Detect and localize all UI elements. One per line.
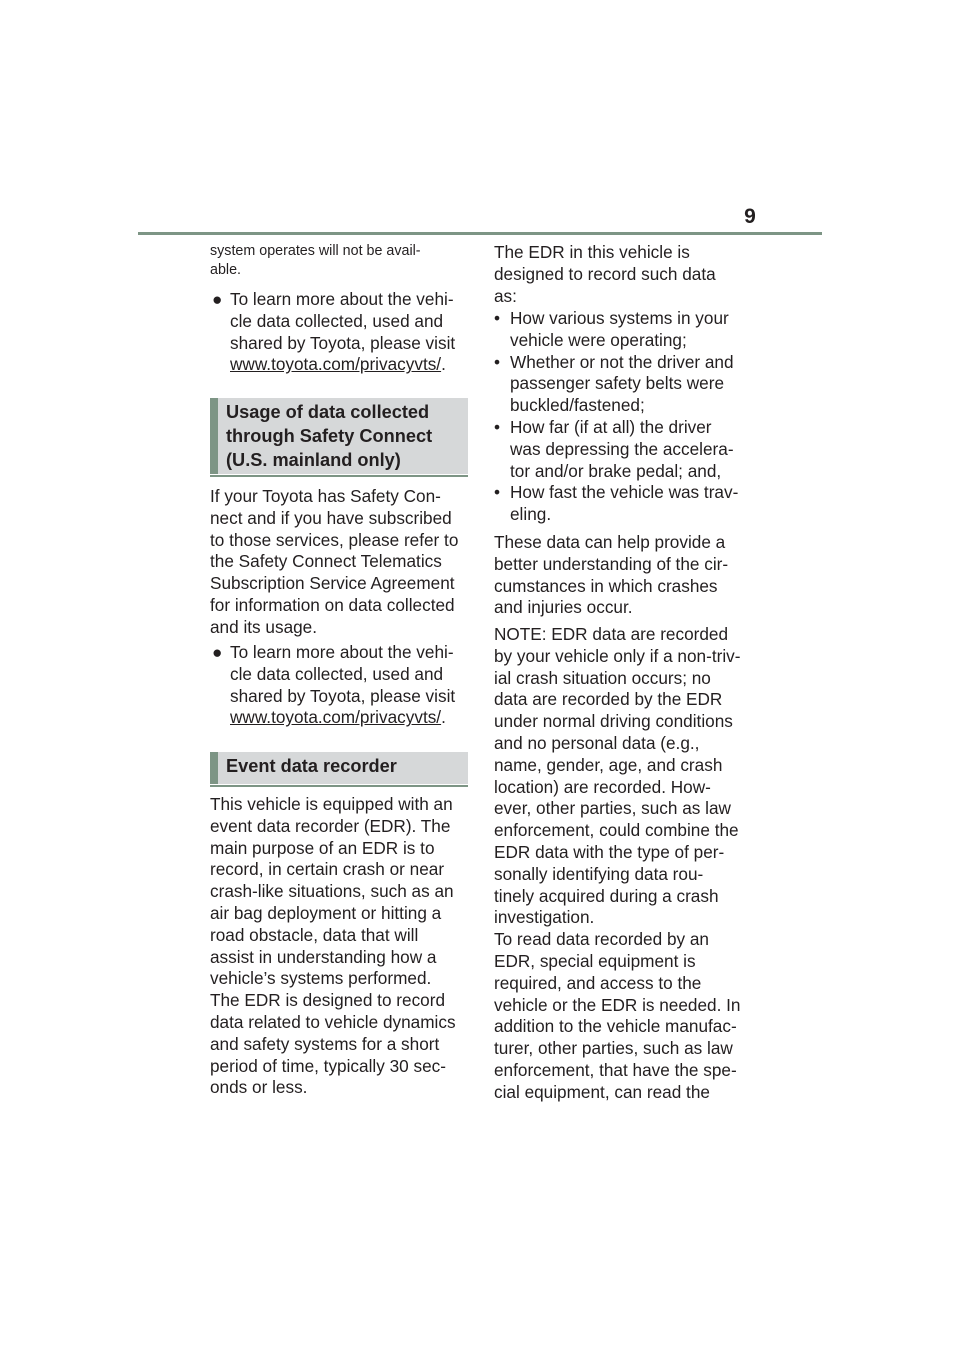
privacy-bullet-1 xyxy=(212,289,486,376)
edr-paragraph: This vehicle is equipped with an event data recorder (EDR). The main purpose of an EDR is to record, in certain crash or near crash-like situations, such as an air bag deployment or hitting a road obstacle, data that will assist in understanding how a vehicle’s systems performed. The EDR is designed to record data related to vehicle dynamics and safety systems for a short period of time, typically 30 sec- onds or less. xyxy=(210,794,456,1098)
edr-understanding-paragraph: These data can help provide a better understanding of the cir- cumstances in which crashes and injuries occur. xyxy=(494,532,729,618)
privacy-link[interactable]: www.toyota.com/privacyvts/ xyxy=(230,354,442,375)
privacy-bullet-2 xyxy=(212,642,486,729)
edr-note-paragraph: NOTE: EDR data are recorded by your vehicle only if a non-triv- ial crash situation occurs; no data are recorded by the EDR under normal driving conditions and no personal data (e.g., name, gender, age, and crash location) are recorded. How- ever, other parties, such as law enforcement, could combine the EDR data with the type of per- sonally identifying data rou- tinely acquired during a crash investigation. To read data recorded by an EDR, special equipment is required, and access to the vehicle or the EDR is needed. In addition to the vehicle manufac- turer, other parties, such as law enforcement, that have the spe- cial equipment, can read the xyxy=(494,624,741,1102)
header-rule xyxy=(138,232,822,235)
list-item: • How far (if at all) the driver was depressing the accelera- tor and/or brake pedal; and, xyxy=(494,417,758,482)
edr-data-list xyxy=(494,308,758,526)
edr-intro: The EDR in this vehicle is designed to record such data as: xyxy=(494,242,716,306)
bullet-end: . xyxy=(441,354,446,375)
bullet-dot-icon: ● xyxy=(212,289,223,309)
intro-text: system operates will not be avail- able. xyxy=(210,243,421,278)
list-item: • How various systems in your vehicle were operating; xyxy=(494,308,758,352)
list-item: • How fast the vehicle was trav- eling. xyxy=(494,482,758,526)
list-item: • Whether or not the driver and passenger safety belts were buckled/fastened; xyxy=(494,352,758,417)
privacy-link[interactable]: www.toyota.com/privacyvts/ xyxy=(230,707,442,728)
safety-connect-paragraph: If your Toyota has Safety Con- nect and if you have subscribed to those services, please refer to the Safety Connect Telematics Subscription Service Agreement for information on data collected and its usage. xyxy=(210,486,459,637)
section-heading-edr: Event data recorder xyxy=(210,752,468,784)
bullet-text: To learn more about the vehi- cle data collected, used and shared by Toyota, please visit xyxy=(230,289,456,353)
bullet-dot-icon: ● xyxy=(212,642,223,662)
bullet-text: To learn more about the vehi- cle data collected, used and shared by Toyota, please visit xyxy=(230,642,456,706)
section-heading-safety-connect: Usage of data collected through Safety Connect (U.S. mainland only) xyxy=(210,398,468,474)
page-number: 9 xyxy=(744,205,756,228)
bullet-end: . xyxy=(441,707,446,728)
